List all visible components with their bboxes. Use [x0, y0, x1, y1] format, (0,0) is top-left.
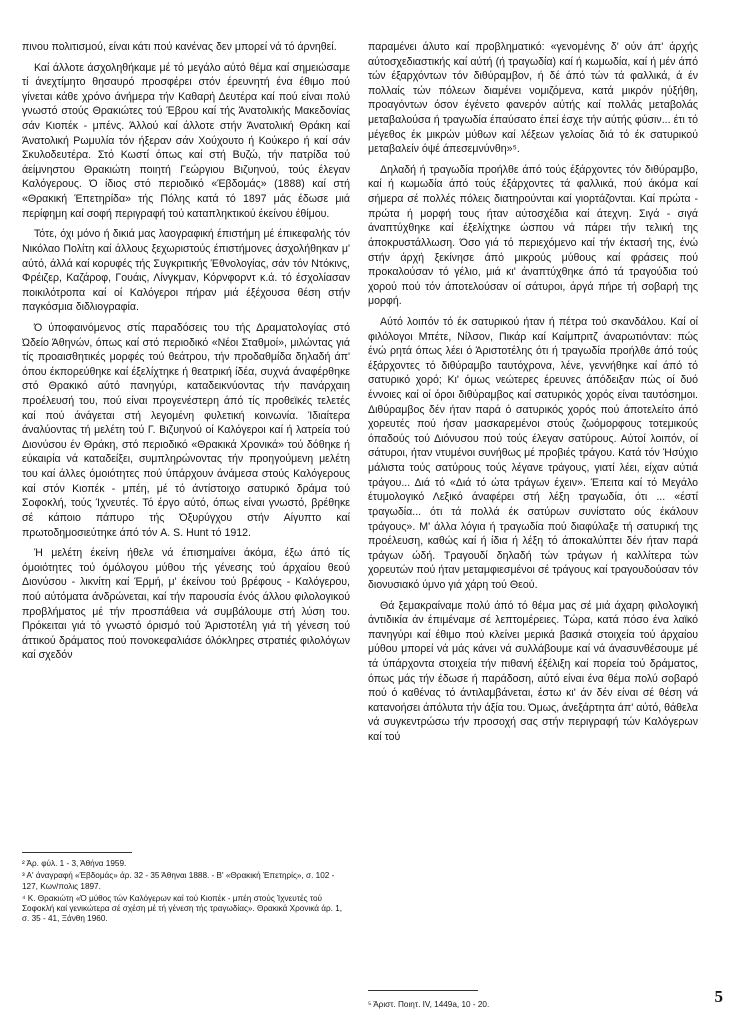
- right-footnote: [368, 1000, 698, 1009]
- footnote: ⁴ Κ. Θρακιώτη «Ό μύθος τών Καλόγερων καί τού Κιοπέκ - μπέη στούς Ίχνευτές τού Σοφοκλή καί γενικώτερα σέ σχέση μέ τή γένεση τής τραγωδίας». Θρακικά Χρονικά άρ. 1, σ. 35 - 41, Ξάνθη 1960.: [22, 893, 343, 924]
- footnote-rule: [22, 852, 132, 853]
- footnote: ³ Α' άναγραφή «Έβδομάς» άρ. 32 - 35 Άθηναι 1888. - Β' «Θρακική Έπετηρίς», σ. 102 - 127, Κων/πολις 1897.: [22, 871, 335, 891]
- paragraph: Ό ύποφαινόμενος στίς παραδόσεις του τής Δραματολογίας στό Ώδείο Άθηνών, όπως καί στό περιοδικό «Νέοι Σταθμοί», μιλώντας γιά τίς προαισθητικές μορφές τού θεάτρου, τήν προδαθμίδα δηλαδή άπ' όπου έκπορεύθηκε καί έξελίχτηκε ή θεατρική ίδέα, συχνά άναφέρθηκε στό Θρακικό αύτό πανηγύρι, καταδεικνύοντας τήν πανάρχαιη προέλευσή του, πού είναι προγενέστερη άπό τίς προθεϊκές τελετές καί πού άνάγεται στή λεγομένη φυλετική κοινωνία. Ίδιαίτερα άναλύοντας τή μελέτη τού Γ. Βιζυηνού οί Καλόγεροι καί ή λατρεία τού Διονύσου έν Θράκη, στό περιοδικό «Θρακικά Χρονικά» τού δόθηκε ή εύκαιρία νά καταδείξει, συμπληρώνοντας τήν προηγούμενη μελέτη του καί άλλες όμοιότητες πού ύπάρχουν άνάμεσα στούς Καλόγερους καί στόν Κιοπέκ - μπέη, μέ τό άντίστοιχο σατυρικό δράμα τού Σοφοκλή, τούς Ίχνευτές. Τό έργο αύτό, όπως είναι γνωστό, βρέθηκε σέ κάποιο πάπυρο τής Όξυρύγχου στήν Αίγυπτο καί πρωτοδημοσιεύτηκε άπό τόν A. S. Hunt τό 1912.: [22, 321, 350, 539]
- right-column-text: [368, 40, 698, 960]
- right-column: [368, 40, 698, 960]
- paragraph: Αύτό λοιπόν τό έκ σατυρικού ήταν ή πέτρα τού σκανδάλου. Καί οί φιλόλογοι Μπέτε, Νίλσον, Πικάρ καί Καίμπριτζ άναρωτιόνταν: πώς ένώ ρητά όπως λέει ό Άριστοτέλης ότι ή τραγωδία προήλθε άπό τούς έξάρχοντες τό διθύραμβο ταυτόχρονα, λένε, γεννήθηκε καί άπό τό σατυρικό χορό; Κι' όμως νεώτερες έρευνες άπόδειξαν πώς οί δυό έννοιες καί οί όροι διθύραμβος καί σατυρικός χορός είναι ταυτόσημοι. Διθύραμβος δέν ήταν παρά ό σατυρικός χορός πού άποτελείτο άπό χορευτές πού ήσαν μασκαρεμένοι στούς ζωόμορφους τοτεμικούς όπαδούς τού Διόνυσου πού τούς έλεγαν σατύρους. Αύτοί λοιπόν, οί σάτυροι, ήταν ντυμένοι συνήθως μέ προβιές τράγου. Κατά τόν Ήσύχιο μάλιστα τούς σατύρους τούς λέγανε τράγους, γιατί λέει, είχαν αύτιά τράγου... Διά τό «Διά τό ώτα τράγων έχειν». Έπειτα καί τό Μεγάλο έτυμολογικό Λεξικό άναφέρει στή λέξη τραγωδία, ότι ... «έστί τραγωδία... ότι τά πολλά έκ σατύρων συνίστατο ούς έκάλουν τράγους». Μ' άλλα λόγια ή τραγωδία πού διαφύλαξε τή σατυρική της προέλευση, καθώς καί ή ίδια ή λέξη τό άποκαλύπτει δέν ήταν παρά τράγων ώδή. Τραγουδί δηλαδή τών τράγων ή καλλίτερα τών χορευτών πού ήταν μεταμφιεσμένοι σέ τράγους καί τραγουδούσαν τόν διονυσιακό ύμνο γιά χάρη τού Θεού.: [368, 315, 698, 591]
- paragraph: Ή μελέτη έκείνη ήθελε νά έπισημαίνει άκόμα, έξω άπό τίς όμοιότητες τού όμόλογου μύθου τής γένεσης τού άρχαίου θεού Διονύσου - λικνίτη καί Έρμή, μ' έκείνου τού βρέφους - Καλόγερου, πού αύτόματα άνδρώνεται, καί τήν παρουσία ένός άλλου φιλολογικού προβλήματος μέ τήν προσπάθεια νά συμβάλουμε στή λύση του. Πρόκειται γιά τό γνωστό όρισμό τού Άριστοτέλη γιά τή γένεση τού άττικού δράματος πού πονοκεφαλιάσε όλόκληρες στρατιές φιλολόγων καί σχεδόν: [22, 547, 350, 662]
- paragraph: Θά ξεμακραίναμε πολύ άπό τό θέμα μας σέ μιά άχαρη φιλολογική άντιδικία άν έπιμέναμε σέ λεπτομέρειες. Τώρα, κατά πόσο ένα λαϊκό πανηγύρι καί έθιμο πού κλείνει μερικά βασικά στοιχεία τού άρχαίου μύθου μπορεί νά μάς κάνει νά συλλάβουμε καί νά άνασυνθέσουμε μέ τά ύπάρχοντα στοιχεία τήν πιθανή έξέλιξη καί πορεία τού δράματος, όπως μάς τήν έδωσε ή παράδοση, αύτό είναι ένα θέμα πολύ σοβαρό πού ό καθένας τό άντιλαμβάνεται, έστω κι' άν δέν είναι σέ θέση νά κατανοήσει άπόλυτα τήν άξία του. Όμως, άνεξάρτητα άπ' αύτό, θάθελα νά συγκεντρώσω τήν προσοχή σας στήν περιγραφή τών Καλόγερων καί τού: [368, 599, 698, 744]
- left-column-text: [22, 40, 350, 830]
- footnote-text: ⁵ Άριστ. Ποιητ. IV, 1449a, 10 - 20.: [368, 1000, 490, 1009]
- paragraph: Καί άλλοτε άσχοληθήκαμε μέ τό μεγάλο αύτό θέμα καί σημειώσαμε τί άνεχτίμητο θησαυρό προσφέρει στόν έρευνητή ένα έθιμο πού γίνεται κάθε χρόνο άνήμερα τήν Καθαρή Δευτέρα καί πού είναι πολύ γνωστό στούς Θρακιώτες τού Έβρου καί τής Άνατολικής Μακεδονίας σάν Κιοπέκ - μπένς. Άλλού καί άλλοτε στήν Άνατολική Θράκη καί Άνατολική Ρωμυλία τόν ήξεραν σάν Χούχουτο ή Κούκερο ή καί σάν Σκυλοδευτέρα. Στό Κωστί όπως καί στή Βυζώ, τήν πατρίδα τού άείμνηστου Θρακιώτη ποιητή Γεώργιου Βιζυηνού, τούς έλεγαν Καλόγερους. Ό ίδιος στό περιοδικό «Έβδομάς» (1888) καί στή «Θρακική Έπετηρίδα» τής Πόλης κατά τό 1897 μάς έδωσε μιά περίφημη καί σοφή περιγραφή τού καταπληκτικού έκείνου έθίμου.: [22, 61, 350, 220]
- footnote: ² Άρ. φύλ. 1 - 3, Άθήνα 1959.: [22, 859, 127, 868]
- paragraph: Δηλαδή ή τραγωδία προήλθε άπό τούς έξάρχοντες τόν διθύραμβο, καί ή κωμωδία άπό τούς έξάρχοντες τά φαλλικά, πού άκόμα καί σήμερα σέ πολλές πόλεις διατηρούνται καί γιορτάζονται. Καί πρώτα - πρώτα ή μορφή τους ήταν αύτοσχέδια καί άτεχνη. Σιγά - σιγά άναπτύχθηκε καί έξελίχτηκε ώσπου νά πάρει τήν τελική της άποκρυστάλλωση. Όσο γιά τό περιεχόμενο καί τήν έκτασή της, ένώ στήν άρχή ξεκίνησε άπό μικρούς μύθους καί φράσεις πού προκαλούσαν τό γέλιο, μιά κι' άναπτύχθηκε άπό τά τραγούδια τού χορού πού τόν άποτελούσαν οί σάτυροι, άργά πήρε τή σοβαρή της μορφή.: [368, 163, 698, 308]
- page-number: 5: [714, 987, 723, 1006]
- footnote-rule: [368, 990, 478, 991]
- left-column: [22, 40, 350, 830]
- footnotes: [22, 852, 350, 927]
- paragraph: πινου πολιτισμού, είναι κάτι πού κανένας δεν μπορεί νά τό άρνηθεί.: [22, 41, 337, 53]
- paragraph: παραμένει άλυτο καί προβληματικό: «γενομένης δ' ούν άπ' άρχής αύτοσχεδιαστικής καί αύτή (ή τραγωδία) καί ή κωμωδία, καί ή μέν άπό τών έξαρχόντων τόν διθύραμβον, ή δέ άπό τών τά φαλλικά, ά έν πολλαίς τών πόλεων διαμένει νομιζόμενα, κατά μικρόν ηύξήθη, προαγόντων όσον έγένετο φανερόν αύτής καί πολλάς μεταβολάς μεταβαλούσα ή τραγωδία έπαύσατο έπεί έσχε τήν αύτής φύσιν... έτι τό μέγεθος έκ μικρών μύθων καί λέξεων γελοίας διά τό έκ σατυρικού μεταβαλείν όψέ άπεσεμνύνθη»⁵.: [368, 41, 698, 156]
- paragraph: Τότε, όχι μόνο ή δικιά μας λαογραφική έπιστήμη μέ έπικεφαλής τόν Νικόλαο Πολίτη καί άλλους ξεχωριστούς έπιστήμονες άσχολήθηκαν μ' αύτό, άλλά καί κορυφές τής Συγκριτικής Έθνολογίας, σάν τόν Ντόκινς, Φρέιζερ, Καζάροφ, Γουάις, Λίνγκμαν, Κόρνφορντ κ.ά. τό έσχολίασαν ποικιλότροπα καί οί Καλόγεροι πήραν μιά έξέχουσα θέση στήν παγκόσμια διδλιογραφία.: [22, 228, 350, 314]
